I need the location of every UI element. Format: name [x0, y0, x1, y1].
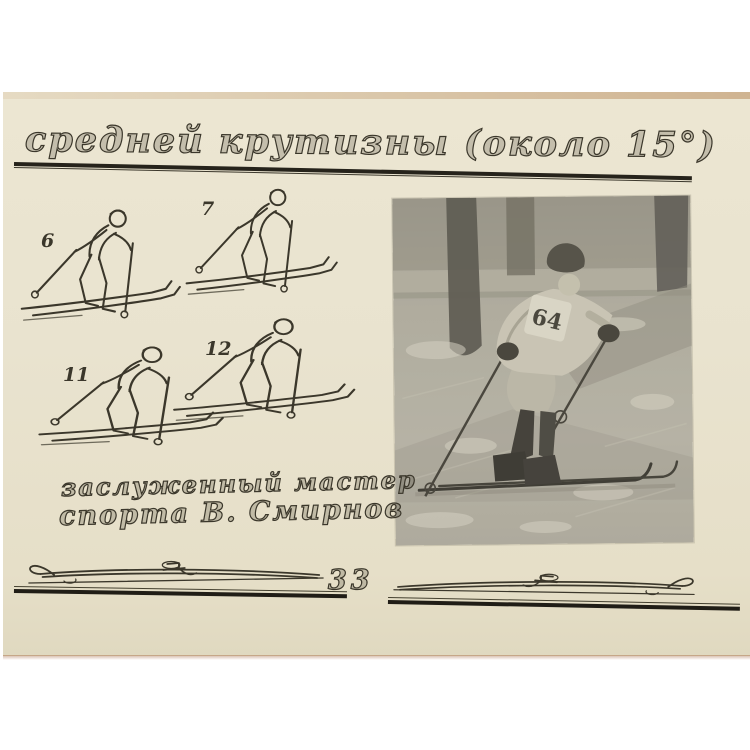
page-title: средней крутизны (около 15°)	[24, 119, 718, 167]
figure-label-11: 11	[63, 364, 90, 386]
photo-tone-overlay	[392, 195, 694, 545]
bib-number: 64	[529, 303, 565, 337]
figure-label-12: 12	[205, 338, 232, 360]
figure-label-6: 6	[41, 230, 55, 252]
skier-drawing-figure-12	[170, 304, 352, 422]
skier-photograph	[392, 195, 694, 545]
title-underline-rule	[14, 162, 692, 182]
skier-drawing-figure-7	[183, 174, 335, 296]
page-number: 33	[328, 565, 374, 596]
caption-line-1: заслуженный мастер	[60, 464, 417, 502]
caption-line-2: спорта В. Смирнов	[58, 493, 405, 532]
scanned-book-page	[3, 92, 750, 656]
figure-label-7: 7	[201, 198, 215, 220]
skier-drawing-figure-6	[18, 194, 178, 322]
skier-photograph-art	[392, 195, 694, 545]
